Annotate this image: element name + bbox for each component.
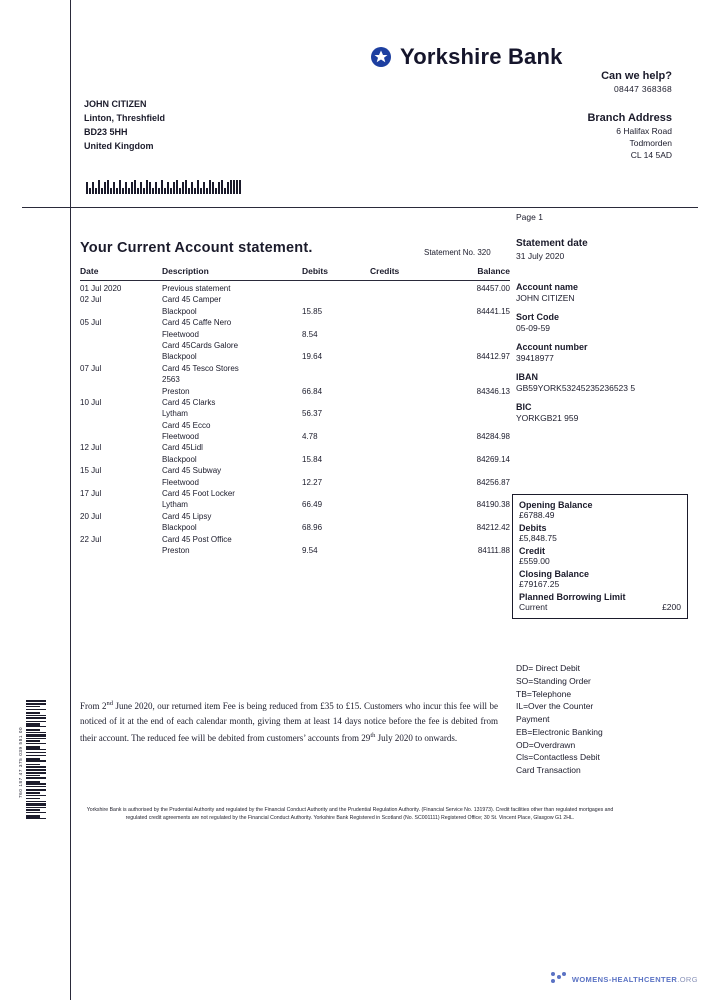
table-row	[80, 375, 510, 386]
cell-date: 15 Jul	[80, 466, 102, 476]
cell-description: Lytham	[162, 409, 188, 419]
table-row	[80, 307, 510, 318]
cell-date: 17 Jul	[80, 489, 102, 499]
cell-description: Card 45Cards Galore	[162, 340, 239, 350]
opening-balance-value: £6788.49	[519, 510, 555, 520]
watermark	[551, 972, 698, 986]
branch-title: Branch Address	[587, 112, 672, 124]
table-row	[80, 523, 510, 534]
watermark-logo-icon	[551, 972, 567, 986]
closing-balance-value: £79167.25	[519, 579, 560, 589]
cell-date: 02 Jul	[80, 295, 102, 305]
cell-debit: 4.78	[302, 432, 318, 442]
cell-description: Card 45 Camper	[162, 295, 222, 305]
table-row	[80, 500, 510, 511]
cell-description: Blackpool	[162, 454, 197, 464]
account-info-group	[516, 282, 676, 303]
cell-description: Card 45 Subway	[162, 466, 222, 476]
legend-item: SO=Standing Order	[516, 675, 591, 686]
account-info-label: Sort Code	[516, 312, 560, 322]
column-header-debits: Debits	[302, 266, 328, 276]
table-row	[80, 330, 510, 341]
cell-balance: 84457.00	[476, 284, 510, 293]
account-info-value: JOHN CITIZEN	[516, 293, 575, 303]
branch-line: 6 Halifax Road	[616, 126, 672, 136]
cell-balance: 84346.13	[476, 386, 510, 396]
mail-barcode	[86, 180, 241, 194]
borrowing-limit-label: Planned Borrowing Limit	[519, 592, 626, 602]
cell-balance: 84256.87	[476, 477, 510, 487]
cell-description: Card 45 Clarks	[162, 397, 216, 407]
table-row	[80, 352, 510, 363]
opening-balance-label: Opening Balance	[519, 500, 593, 510]
branch-line: CL 14 5AD	[630, 150, 672, 160]
page-number: Page 1	[516, 212, 543, 222]
closing-balance-label: Closing Balance	[519, 569, 590, 579]
cell-description: Fleetwood	[162, 432, 199, 442]
watermark-text-bold: WOMENS-HEALTHCENTER	[571, 974, 678, 984]
header-divider	[22, 207, 698, 208]
column-header-balance: Balance	[477, 266, 510, 276]
cell-description: Blackpool	[162, 306, 197, 316]
account-info-group	[516, 312, 676, 333]
cell-description: Card 45Lidl	[162, 443, 203, 453]
watermark-text-light: .ORG	[677, 974, 698, 984]
cell-description: Card 45 Lipsy	[162, 511, 212, 521]
cell-description: Preston	[162, 386, 190, 396]
credit-label: Credit	[519, 546, 546, 556]
table-row	[80, 432, 510, 443]
cell-debit: 66.49	[302, 500, 323, 510]
help-title: Can we help?	[601, 70, 672, 82]
legend-item: Cls=Contactless Debit	[516, 752, 600, 763]
account-info-label: BIC	[516, 402, 532, 412]
cell-debit: 66.84	[302, 386, 323, 396]
account-info-group	[516, 372, 676, 393]
fee-notice: From 2nd June 2020, our returned item Fee is being reduced from £35 to £15. Customers who incur this fee will be noticed of it at the end of each calendar month, giving them at least 14 days notice before the fee is debited from their account. The reduced fee will be debited from customers’ accounts from 29th July 2020 to onwards.	[80, 700, 498, 743]
cell-balance: 84212.42	[476, 523, 510, 533]
cell-description: Fleetwood	[162, 329, 199, 339]
branch-line: Todmorden	[629, 138, 672, 148]
page-title: Your Current Account statement.	[80, 240, 313, 256]
cell-balance: 84269.14	[476, 454, 510, 464]
cell-description: Card 45 Post Office	[162, 534, 232, 544]
table-row	[80, 512, 510, 523]
table-row	[80, 478, 510, 489]
cell-description: 2563	[162, 375, 180, 385]
table-row	[80, 387, 510, 398]
borrowing-current-label: Current	[519, 602, 548, 612]
cell-debit: 56.37	[302, 409, 323, 419]
statement-date-value: 31 July 2020	[516, 251, 565, 261]
watermark-text	[572, 975, 698, 984]
legend-item: OD=Overdrawn	[516, 739, 576, 750]
account-info-value: 39418977	[516, 353, 554, 363]
account-info-value: YORKGB21 959	[516, 413, 579, 423]
transactions-table-head	[80, 266, 510, 279]
account-info-label: Account name	[516, 282, 579, 292]
cell-date: 22 Jul	[80, 534, 102, 544]
borrowing-current-value: £200	[662, 602, 681, 612]
cell-description: Card 45 Foot Locker	[162, 489, 235, 499]
legend-item: DD= Direct Debit	[516, 663, 581, 673]
table-row	[80, 341, 510, 352]
cell-date: 01 Jul 2020	[80, 284, 122, 293]
cell-debit: 9.54	[302, 545, 318, 555]
legend-item: Payment	[516, 714, 550, 724]
help-block	[601, 70, 672, 94]
column-header-description: Description	[162, 266, 209, 276]
account-info-group	[516, 402, 676, 423]
cell-date: 20 Jul	[80, 511, 102, 521]
cell-debit: 15.85	[302, 306, 323, 316]
account-info-value: GB59YORK53245235236523 5	[516, 383, 636, 393]
cell-balance: 84111.88	[477, 545, 510, 555]
table-row	[80, 455, 510, 466]
table-row	[80, 295, 510, 306]
table-row	[80, 409, 510, 420]
cell-date: 12 Jul	[80, 443, 102, 453]
addressee-block	[84, 98, 165, 154]
debits-label: Debits	[519, 523, 547, 533]
cell-description: Previous statement	[162, 284, 231, 293]
cell-description: Card 45 Caffe Nero	[162, 318, 232, 328]
legend-item: Card Transaction	[516, 765, 581, 775]
account-info-panel	[516, 282, 676, 432]
balance-summary-panel	[512, 494, 688, 619]
table-row	[80, 466, 510, 477]
statement-date-label: Statement date	[516, 238, 588, 249]
table-row	[80, 398, 510, 409]
table-row	[80, 284, 510, 295]
account-info-label: IBAN	[516, 372, 538, 382]
cell-description: Blackpool	[162, 352, 197, 362]
table-row	[80, 546, 510, 557]
side-barcode	[26, 700, 48, 820]
cell-balance: 84441.15	[476, 306, 510, 316]
left-margin-rule	[70, 0, 71, 1000]
column-header-date: Date	[80, 266, 99, 276]
bank-logo	[370, 44, 563, 70]
account-info-group	[516, 342, 676, 363]
transactions-table-body	[80, 284, 510, 557]
addressee-line: BD23 5HH	[84, 126, 128, 137]
table-row	[80, 489, 510, 500]
account-info-value: 05-09-59	[516, 323, 551, 333]
cell-date: 07 Jul	[80, 363, 102, 373]
table-row	[80, 364, 510, 375]
cell-description: Card 45 Ecco	[162, 420, 211, 430]
addressee-line: JOHN CITIZEN	[84, 99, 147, 109]
legal-footer: Yorkshire Bank is authorised by the Prudential Authority and regulated by the Financial Conduct Authority and the Prudential Regulation Authority. (Financial Service No. 131973). Credit facilities other than regulated mortgages and regulated credit agreements are not regulated by the Financial Conduct Authority. Yorkshire Bank Registered in Scotland (No. SC001111) Registered Office; 30 St. Vincent Place, Glasgow G1 2HL.	[86, 807, 614, 822]
legend-item: EB=Electronic Banking	[516, 726, 603, 737]
help-phone: 08447 368368	[614, 84, 672, 94]
cell-balance: 84284.98	[476, 432, 510, 442]
column-header-credits: Credits	[370, 266, 400, 276]
legend-panel	[516, 662, 686, 777]
credit-value: £559.00	[519, 556, 550, 566]
cell-date: 05 Jul	[80, 318, 102, 328]
cell-debit: 8.54	[302, 329, 318, 339]
bank-name: Yorkshire Bank	[400, 44, 563, 69]
side-barcode-number: 760 187 47 375 039 581 00	[18, 726, 23, 798]
account-info-label: Account number	[516, 342, 588, 352]
cell-debit: 12.27	[302, 477, 323, 487]
branch-block	[587, 112, 672, 160]
addressee-line: United Kingdom	[84, 140, 154, 151]
cell-date: 10 Jul	[80, 397, 102, 407]
cell-description: Preston	[162, 545, 190, 555]
statement-number: Statement No. 320	[424, 248, 491, 257]
cell-description: Fleetwood	[162, 477, 199, 487]
addressee-line: Linton, Threshfield	[84, 112, 165, 123]
table-row	[80, 318, 510, 329]
legend-item: IL=Over the Counter	[516, 701, 594, 712]
debits-value: £5,848.75	[519, 533, 557, 543]
cell-debit: 68.96	[302, 523, 323, 533]
table-header-rule	[80, 280, 510, 281]
cell-balance: 84190.38	[476, 500, 510, 510]
cell-description: Blackpool	[162, 523, 197, 533]
cell-description: Lytham	[162, 500, 188, 510]
cell-description: Card 45 Tesco Stores	[162, 363, 239, 373]
cell-balance: 84412.97	[476, 352, 510, 362]
table-row	[80, 535, 510, 546]
cell-debit: 15.84	[302, 454, 323, 464]
cell-debit: 19.64	[302, 352, 323, 362]
table-row	[80, 421, 510, 432]
legend-item: TB=Telephone	[516, 688, 572, 699]
yorkshire-bank-rose-icon	[370, 46, 392, 68]
table-row	[80, 443, 510, 454]
